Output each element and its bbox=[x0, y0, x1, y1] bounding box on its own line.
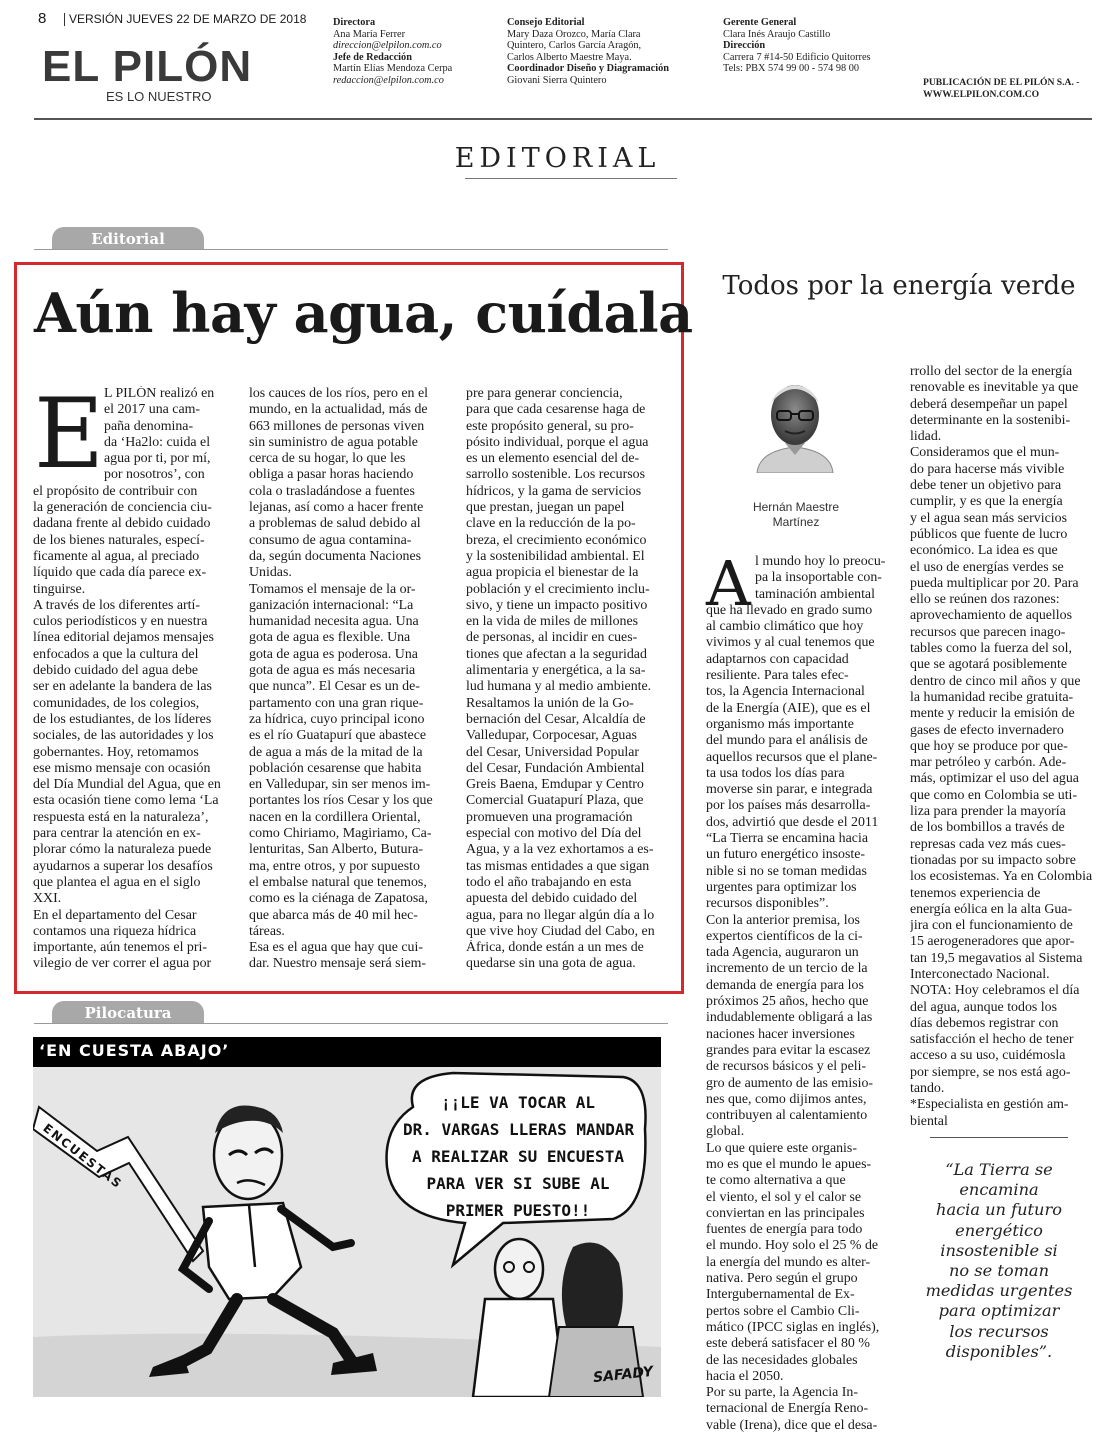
newspaper-tagline: ES LO NUESTRO bbox=[106, 89, 212, 104]
text-line: te como alternativa a que bbox=[706, 1173, 846, 1189]
text-line: mático (IPCC siglas en inglés), bbox=[706, 1319, 880, 1335]
staff-credits-3 bbox=[723, 17, 871, 75]
text-line: apuesta del debido cuidado del bbox=[466, 891, 638, 907]
text-line: que nunca”. El Cesar es un de- bbox=[249, 679, 420, 695]
text-line: Carlos Alberto Maestre Maya. bbox=[507, 51, 632, 63]
text-line: el propósito de contribuir con bbox=[33, 483, 198, 499]
text-line: Consideramos que el mun- bbox=[910, 445, 1060, 461]
text-line: resiliente. Para tales efec- bbox=[706, 668, 849, 684]
text-line: comunidades, de los colegios, bbox=[33, 695, 200, 711]
text-line: pre para generar conciencia, bbox=[466, 386, 623, 401]
text-line: tos, la Agencia Internacional bbox=[706, 684, 865, 700]
text-line: gota de agua es flexible. Una bbox=[249, 630, 411, 646]
author-photo bbox=[755, 373, 835, 473]
text-line: XXI. bbox=[33, 891, 62, 907]
text-line: que como en Colombia se uti- bbox=[910, 787, 1078, 803]
text-line: tables como la fuerza del sol, bbox=[910, 641, 1072, 657]
text-line: mente y reducir la emisión de bbox=[910, 706, 1075, 722]
text-line: que abarca más de 40 mil hec- bbox=[249, 907, 418, 923]
text-line: fuentes de energía para todo bbox=[706, 1222, 863, 1238]
text-line: Ana María Ferrer bbox=[333, 28, 406, 40]
text-line: lidad. bbox=[910, 429, 942, 445]
text-line: próximos 25 años, hecho que bbox=[706, 994, 869, 1010]
text-line: por los países más desarrolla- bbox=[706, 798, 871, 814]
text-line: los ecosistemas. Ya en Colombia bbox=[910, 869, 1092, 885]
text-line: para que cada cesarense haga de bbox=[466, 402, 646, 418]
page-number: 8 bbox=[38, 10, 47, 27]
text-line: Dirección bbox=[723, 40, 766, 51]
text-line: Greis Baena, Emdupar y Centro bbox=[466, 777, 644, 793]
text-line: pueda multiplicar por 20. Para bbox=[910, 575, 1079, 591]
author-last-name: Martínez bbox=[772, 515, 820, 529]
text-line: no se toman bbox=[948, 1261, 1050, 1281]
publisher-line: PUBLICACIÓN DE EL PILÓN S.A. - bbox=[923, 77, 1080, 88]
text-line: población cesarense que habita bbox=[249, 760, 422, 776]
text-line: del Día Mundial del Agua, que en bbox=[33, 777, 221, 793]
text-line: la generación de conciencia ciu- bbox=[33, 500, 212, 516]
text-line: ¡¡LE VA TOCAR AL bbox=[440, 1093, 596, 1112]
text-line: lejanas, así como a hacer frente bbox=[249, 500, 424, 516]
text-line: disponibles”. bbox=[945, 1341, 1053, 1361]
text-line: Valledupar, Corpocesar, Aguas bbox=[466, 728, 637, 744]
text-line: A REALIZAR SU ENCUESTA bbox=[412, 1147, 624, 1166]
text-line: y la sostenibilidad ambiental. El bbox=[466, 548, 645, 564]
text-line: tas mismas entidades a que sigan bbox=[466, 858, 650, 874]
text-line: taminación ambiental bbox=[755, 586, 875, 602]
text-line: Comercial Guatapurí Plaza, que bbox=[466, 793, 644, 809]
text-line: urgentes para optimizar los bbox=[706, 879, 857, 895]
text-line: al cambio climático que hoy bbox=[706, 619, 864, 635]
text-line: Con la anterior premisa, los bbox=[706, 912, 860, 928]
pullquote bbox=[918, 1160, 1080, 1362]
text-line: es un elemento esencial del de- bbox=[466, 451, 640, 467]
text-line: en la vida de miles de millones bbox=[466, 614, 639, 630]
text-line: por siempre, se nos está ago- bbox=[910, 1064, 1071, 1080]
text-line: agua, para no llegar algún día a lo bbox=[466, 907, 655, 923]
text-line: Lo que quiere este organis- bbox=[706, 1140, 857, 1156]
text-line: del Cesar, Universidad Popular bbox=[466, 744, 640, 760]
staff-credits-2 bbox=[507, 17, 669, 86]
text-line: gota de agua es más necesaria bbox=[249, 663, 416, 679]
cartoon-tab: Pilocatura bbox=[52, 1001, 204, 1024]
text-line: que vive hoy Ciudad del Cabo, en bbox=[466, 923, 655, 939]
section-title-underline bbox=[465, 178, 677, 179]
text-line: clave en la reducción de la po- bbox=[466, 516, 636, 532]
text-line: satisfacción el hecho de tener bbox=[910, 1032, 1074, 1048]
text-line: sarrollo sostenible. Los recursos bbox=[466, 467, 645, 483]
text-line: nacen en la cordillera Oriental, bbox=[249, 809, 421, 825]
text-line: Esa es el agua que hay que cui- bbox=[249, 940, 423, 956]
text-line: ternacional de Energía Reno- bbox=[706, 1401, 869, 1417]
text-line: alimentaria y energética, a la sa- bbox=[466, 663, 646, 679]
text-line: un futuro energético insoste- bbox=[706, 847, 866, 863]
text-line: de los bombillos a través de bbox=[910, 820, 1065, 836]
cartoon-sign: ENCUESTAS bbox=[40, 1121, 126, 1192]
text-line: deberá desempeñar un papel bbox=[910, 396, 1068, 412]
text-line: Tels: PBX 574 99 00 - 574 98 00 bbox=[723, 63, 860, 74]
text-line: Directora bbox=[333, 17, 376, 28]
text-line: lenturitas, San Alberto, Buturа- bbox=[249, 842, 423, 858]
text-line: pósito individual, porque el agua bbox=[466, 434, 649, 450]
text-line: de la Energía (AIE), que es el bbox=[706, 700, 871, 716]
text-line: obliga a pasar horas haciendo bbox=[249, 467, 414, 483]
text-line: biental bbox=[910, 1113, 948, 1129]
text-line: de recursos básicos y el peli- bbox=[706, 1059, 867, 1075]
text-line: incremento de un tercio de la bbox=[706, 961, 868, 977]
text-line: del agua, aunque todos los bbox=[910, 999, 1057, 1015]
text-line: de personas, al incidir en cues- bbox=[466, 630, 638, 646]
text-line: que hoy se produce por que- bbox=[910, 738, 1068, 754]
text-line: nativa. Pero según el grupo bbox=[706, 1271, 858, 1287]
text-line: za hídrica, cuyo principal icono bbox=[249, 711, 425, 727]
text-line: vable (Irena), dice que el desa- bbox=[706, 1417, 878, 1433]
text-line: promueven una programación bbox=[466, 809, 633, 825]
text-line: Jefe de Redacción bbox=[333, 51, 412, 63]
text-line: 663 millones de personas viven bbox=[249, 418, 425, 434]
text-line: del mundo para el análisis de bbox=[706, 733, 868, 749]
text-line: de agua a más de la mitad de la bbox=[249, 744, 423, 760]
text-line: Giovani Sierra Quintero bbox=[507, 74, 607, 86]
text-line: nible si no se toman medidas bbox=[706, 863, 867, 879]
text-line: adaptarnos con capacidad bbox=[706, 651, 849, 667]
text-line: Por su parte, la Agencia In- bbox=[706, 1385, 858, 1401]
text-line: ello se reúnen dos razones: bbox=[910, 592, 1060, 608]
text-line: respuesta está en la naturaleza’, bbox=[33, 809, 209, 825]
cartoon-tab-rule bbox=[34, 1023, 668, 1024]
text-line: como es la ciénaga de Zapatosa, bbox=[249, 891, 428, 907]
editorial-tab: Editorial bbox=[52, 227, 204, 250]
text-line: el embalse natural que tenemos, bbox=[249, 874, 427, 890]
text-line: gro de aumento de las emisio- bbox=[706, 1075, 874, 1091]
text-line: Mary Daza Orozco, María Clara bbox=[507, 28, 641, 40]
cartoon-title: ‘EN CUESTA ABAJO’ bbox=[39, 1041, 230, 1060]
text-line: táreas. bbox=[249, 923, 285, 939]
text-line: dentro de cinco mil años y que bbox=[910, 673, 1081, 689]
text-line: tinguirse. bbox=[33, 581, 86, 597]
text-line: aprovechamiento de aquellos bbox=[910, 608, 1072, 624]
text-line: PRIMER PUESTO!! bbox=[445, 1201, 591, 1220]
text-line: tenemos experiencia de bbox=[910, 885, 1041, 901]
text-line: naciones hacer inversiones bbox=[706, 1026, 855, 1042]
text-line: Martín Elías Mendoza Cerpa bbox=[333, 63, 453, 74]
text-line: la energía del mundo es alter- bbox=[706, 1254, 871, 1270]
cartoon-speech bbox=[403, 1089, 633, 1224]
text-line: do para hacerse más vivible bbox=[910, 461, 1065, 477]
text-line: Consejo Editorial bbox=[507, 17, 585, 28]
text-line: aquellos recursos que el plane- bbox=[706, 749, 878, 765]
text-line: Resaltamos la unión de la Go- bbox=[466, 695, 634, 711]
text-line: tiones que afectan a la seguridad bbox=[466, 646, 647, 662]
text-line: por nosotros’, con bbox=[104, 467, 205, 483]
text-line: jira con el funcionamiento de bbox=[910, 918, 1073, 934]
text-line: ganización internacional: “La bbox=[249, 597, 414, 613]
text-line: En el departamento del Cesar bbox=[33, 907, 197, 923]
text-line: contamos una riqueza hídrica bbox=[33, 923, 197, 939]
section-title: EDITORIAL bbox=[454, 143, 661, 174]
cartoonist-signature: SAFADY bbox=[592, 1363, 654, 1387]
text-line: represas cada vez más cues- bbox=[910, 836, 1066, 852]
text-line: hídricos, y la gama de servicios bbox=[466, 483, 642, 499]
text-line: días debemos registrar con bbox=[910, 1015, 1059, 1031]
text-line: a problemas de salud debido al bbox=[249, 516, 421, 532]
text-line: dadana frente al debido cuidado bbox=[33, 516, 211, 532]
text-line: debe tener un objetivo para bbox=[910, 478, 1062, 494]
text-line: Quintero, Carlos García Aragón, bbox=[507, 40, 642, 51]
text-line: liza para prender la mayoría bbox=[910, 804, 1066, 820]
text-line: breza, el crecimiento económico bbox=[466, 532, 647, 548]
text-line: mundo, en la actualidad, más de bbox=[249, 402, 428, 418]
text-line: sivo, y tiene un impacto positivo bbox=[466, 597, 648, 613]
text-line: pertos sobre el Cambio Cli- bbox=[706, 1303, 860, 1319]
text-line: quedarse sin una gota de agua. bbox=[466, 956, 636, 972]
text-line: ayudarnos a superar los desafíos bbox=[33, 858, 213, 874]
text-line: humanidad necesita agua. Una bbox=[249, 614, 419, 630]
text-line: es el río Guatapurí que abastece bbox=[249, 728, 427, 744]
text-line: ficamente al agua, al preciado bbox=[33, 548, 200, 564]
text-line: que ha llevado en grado sumo bbox=[706, 602, 873, 618]
text-line: tan 19,5 megavatios al Sistema bbox=[910, 950, 1083, 966]
editorial-column-3 bbox=[466, 386, 660, 973]
text-line: paña denomina- bbox=[104, 418, 194, 434]
text-line: como Chiriamo, Magiriamo, Ca- bbox=[249, 826, 432, 842]
text-line: moverse sin parar, e integrada bbox=[706, 782, 873, 798]
text-line: organismo más importante bbox=[706, 716, 854, 732]
text-line: medidas urgentes bbox=[925, 1281, 1073, 1301]
text-line: demanda de energía para los bbox=[706, 977, 864, 993]
text-line: grandes para evitar la escasez bbox=[706, 1042, 871, 1058]
text-line: sin suministro de agua potable bbox=[249, 434, 418, 450]
text-line: Tomamos el mensaje de la or- bbox=[249, 581, 416, 597]
newspaper-logo[interactable]: EL PILÓN bbox=[42, 42, 253, 91]
text-line: línea editorial dejamos mensajes bbox=[33, 630, 214, 646]
text-line: vivimos y al cual tenemos que bbox=[706, 635, 875, 651]
text-line: líquido que cada día parece ex- bbox=[33, 565, 207, 581]
text-line: nes que, como dijimos antes, bbox=[706, 1091, 867, 1107]
column-a bbox=[706, 603, 888, 1434]
text-line: redaccion@elpilon.com.co bbox=[333, 74, 444, 86]
column-b bbox=[910, 364, 1092, 1130]
text-line: da ‘Ha2lo: cuida el bbox=[104, 434, 211, 450]
text-line: importante, aún tenemos el pri- bbox=[33, 940, 207, 956]
text-line: Gerente General bbox=[723, 17, 797, 28]
text-line: los recursos bbox=[949, 1321, 1049, 1341]
text-line: cumplir, y es que la energía bbox=[910, 494, 1063, 510]
publisher-url[interactable]: WWW.ELPILON.COM.CO bbox=[923, 88, 1040, 100]
text-line: ma, entre otros, y por supuesto bbox=[249, 858, 420, 874]
text-line: indudablemente obligará a las bbox=[706, 1010, 873, 1026]
author-first-name: Hernán Maestre bbox=[752, 500, 840, 514]
text-line: sociales, de las autoridades y los bbox=[33, 728, 214, 744]
text-line: recursos que parecen inago- bbox=[910, 624, 1066, 640]
column-a-top bbox=[755, 554, 888, 603]
text-line: Unidas. bbox=[249, 565, 292, 581]
text-line: este deberá satisfacer el 80 % bbox=[706, 1336, 870, 1352]
text-line: más, optimizar el uso del agua bbox=[910, 771, 1079, 787]
editorial-column-2 bbox=[249, 386, 442, 973]
text-line: da, según documenta Naciones bbox=[249, 548, 422, 564]
editorial-column-1-top bbox=[104, 386, 227, 484]
editorial-headline: Aún hay agua, cuídala bbox=[34, 281, 693, 345]
text-line: el viento, el sol y el calor se bbox=[706, 1189, 862, 1205]
text-line: plorar cómo la naturaleza puede bbox=[33, 842, 212, 858]
text-line: energético bbox=[955, 1220, 1043, 1240]
text-line: dar. Nuestro mensaje será siem- bbox=[249, 956, 427, 972]
text-line: todo el año trabajando en esta bbox=[466, 874, 632, 890]
text-line: renovable es inevitable ya que bbox=[910, 380, 1079, 396]
text-line: hacia un futuro bbox=[936, 1200, 1062, 1220]
editorial-dropcap: E bbox=[34, 378, 105, 490]
masthead-divider bbox=[34, 118, 1092, 120]
publisher-info bbox=[923, 77, 1079, 100]
pullquote-rule bbox=[930, 1137, 1068, 1138]
text-line: Interconectado Nacional. bbox=[910, 966, 1050, 982]
text-line: ser en adelante la bandera de las bbox=[33, 679, 212, 695]
text-line: de los estudiantes, de los líderes bbox=[33, 711, 212, 727]
text-line: Agua, y a la vez exhortamos a es- bbox=[466, 842, 654, 858]
text-line: consumo de agua contamina- bbox=[249, 532, 412, 548]
text-line: mo es que el mundo le apues- bbox=[706, 1156, 872, 1172]
editorial-column-1 bbox=[33, 484, 227, 973]
text-line: de los bienes naturales, especí- bbox=[33, 532, 205, 548]
text-line: este propósito general, su pro- bbox=[466, 418, 634, 434]
text-line: insostenible si bbox=[940, 1240, 1058, 1260]
text-line: encamina bbox=[959, 1180, 1039, 1200]
text-line: y el agua sean más servicios bbox=[910, 510, 1067, 526]
text-line: cerca de su hogar, lo que les bbox=[249, 451, 406, 467]
text-line: económico. La idea es que bbox=[910, 543, 1058, 559]
text-line: l mundo hoy lo preocu- bbox=[755, 554, 886, 569]
text-line: ese mismo mensaje con ocasión bbox=[33, 760, 211, 776]
text-line: partamento con una gran rique- bbox=[249, 695, 424, 711]
text-line: que se agotará posiblemente bbox=[910, 657, 1067, 673]
text-line: conviertan en las principales bbox=[706, 1205, 865, 1221]
text-line: Carrera 7 #14-50 Edificio Quitorres bbox=[723, 51, 871, 63]
text-line: PARA VER SI SUBE AL bbox=[426, 1174, 610, 1193]
text-line: acceso a su uso, cuidémosla bbox=[910, 1048, 1066, 1064]
text-line: vilegio de ver correr el agua por bbox=[33, 956, 212, 972]
column-dropcap: A bbox=[706, 547, 751, 620]
edition-date: VERSIÓN JUEVES 22 DE MARZO DE 2018 bbox=[64, 13, 306, 26]
text-line: direccion@elpilon.com.co bbox=[333, 40, 442, 51]
text-line: recursos disponibles”. bbox=[706, 896, 829, 912]
text-line: de las necesidades globales bbox=[706, 1352, 858, 1368]
text-line: culos periodísticos y en nuestra bbox=[33, 614, 208, 630]
text-line: rrollo del sector de la energía bbox=[910, 364, 1073, 379]
text-line: públicos que fuente de lucro bbox=[910, 526, 1068, 542]
text-line: tionadas por su impacto sobre bbox=[910, 852, 1076, 868]
column-title: Todos por la energía verde bbox=[722, 271, 1076, 301]
text-line: pa la insoportable con- bbox=[755, 570, 882, 586]
text-line: 15 aerogeneradores que apor- bbox=[910, 934, 1075, 950]
text-line: L PILÓN realizó en bbox=[104, 386, 215, 401]
text-line: para optimizar bbox=[938, 1301, 1060, 1321]
text-line: debido cuidado del agua debe bbox=[33, 663, 199, 679]
text-line: especial con motivo del Día del bbox=[466, 826, 642, 842]
text-line: la humanidad recibe gratuita- bbox=[910, 689, 1074, 705]
text-line: Coordinador Diseño y Diagramación bbox=[507, 63, 669, 74]
text-line: el mundo. Hoy solo el 25 % de bbox=[706, 1238, 879, 1254]
text-line: África, donde están a un mes de bbox=[466, 940, 644, 956]
text-line: que prestan, juegan un papel bbox=[466, 500, 625, 516]
text-line: hacia el 2050. bbox=[706, 1368, 784, 1384]
text-line: energía eólica en la alta Gua- bbox=[910, 901, 1073, 917]
cartoon-panel bbox=[33, 1037, 661, 1397]
text-line: agua propicia el bienestar de la bbox=[466, 565, 639, 581]
text-line: tada Agencia, auguraron un bbox=[706, 945, 859, 961]
text-line: dos, advirtió que desde el 2011 bbox=[706, 814, 879, 830]
text-line: contribuyen al calentamiento bbox=[706, 1108, 868, 1124]
author-name bbox=[740, 500, 852, 530]
text-line: NOTA: Hoy celebramos el día bbox=[910, 983, 1080, 999]
text-line: mar petróleo y carbón. Ade- bbox=[910, 755, 1067, 771]
text-line: los cauces de los ríos, pero en el bbox=[249, 386, 428, 401]
text-line: el 2017 una cam- bbox=[104, 402, 201, 418]
text-line: global. bbox=[706, 1124, 745, 1140]
text-line: *Especialista en gestión am- bbox=[910, 1097, 1069, 1113]
text-line: en Valledupar, sin ser menos im- bbox=[249, 777, 431, 793]
text-line: del Cesar, Fundación Ambiental bbox=[466, 760, 645, 776]
text-line: que plantea el agua en el siglo bbox=[33, 874, 201, 890]
text-line: gases de efecto invernadero bbox=[910, 722, 1064, 738]
text-line: esta ocasión tiene como lema ‘La bbox=[33, 793, 219, 809]
text-line: agua por ti, por mí, bbox=[104, 451, 211, 467]
staff-credits-1 bbox=[333, 17, 452, 86]
editorial-tab-rule bbox=[34, 249, 668, 250]
text-line: gobernantes. Hoy, retomamos bbox=[33, 744, 199, 760]
text-line: A través de los diferentes artí- bbox=[33, 597, 201, 613]
text-line: población y el crecimiento inclu- bbox=[466, 581, 650, 597]
text-line: enfocados a que la cultura del bbox=[33, 646, 199, 662]
text-line: “La Tierra se encamina hacia bbox=[706, 831, 868, 847]
text-line: el uso de energías verdes se bbox=[910, 559, 1064, 575]
text-line: expertos científicos de la ci- bbox=[706, 928, 863, 944]
text-line: bernación del Cesar, Alcaldía de bbox=[466, 711, 646, 727]
text-line: para centrar la atención en ex- bbox=[33, 826, 201, 842]
text-line: Clara Inés Araujo Castillo bbox=[723, 28, 831, 40]
text-line: lud humana y al medio ambiente. bbox=[466, 679, 652, 695]
text-line: portantes los ríos Cesar y los que bbox=[249, 793, 433, 809]
text-line: DR. VARGAS LLERAS MANDAR bbox=[403, 1120, 635, 1139]
text-line: cola o trasladándose a fuentes bbox=[249, 483, 415, 499]
text-line: gota de agua es poderosa. Una bbox=[249, 646, 418, 662]
text-line: determinante en la sostenibi- bbox=[910, 412, 1071, 428]
text-line: ta usa todos los días para bbox=[706, 765, 845, 781]
text-line: “La Tierra se bbox=[945, 1160, 1053, 1179]
text-line: tando. bbox=[910, 1081, 945, 1097]
text-line: Intergubernamental de Ex- bbox=[706, 1287, 855, 1303]
